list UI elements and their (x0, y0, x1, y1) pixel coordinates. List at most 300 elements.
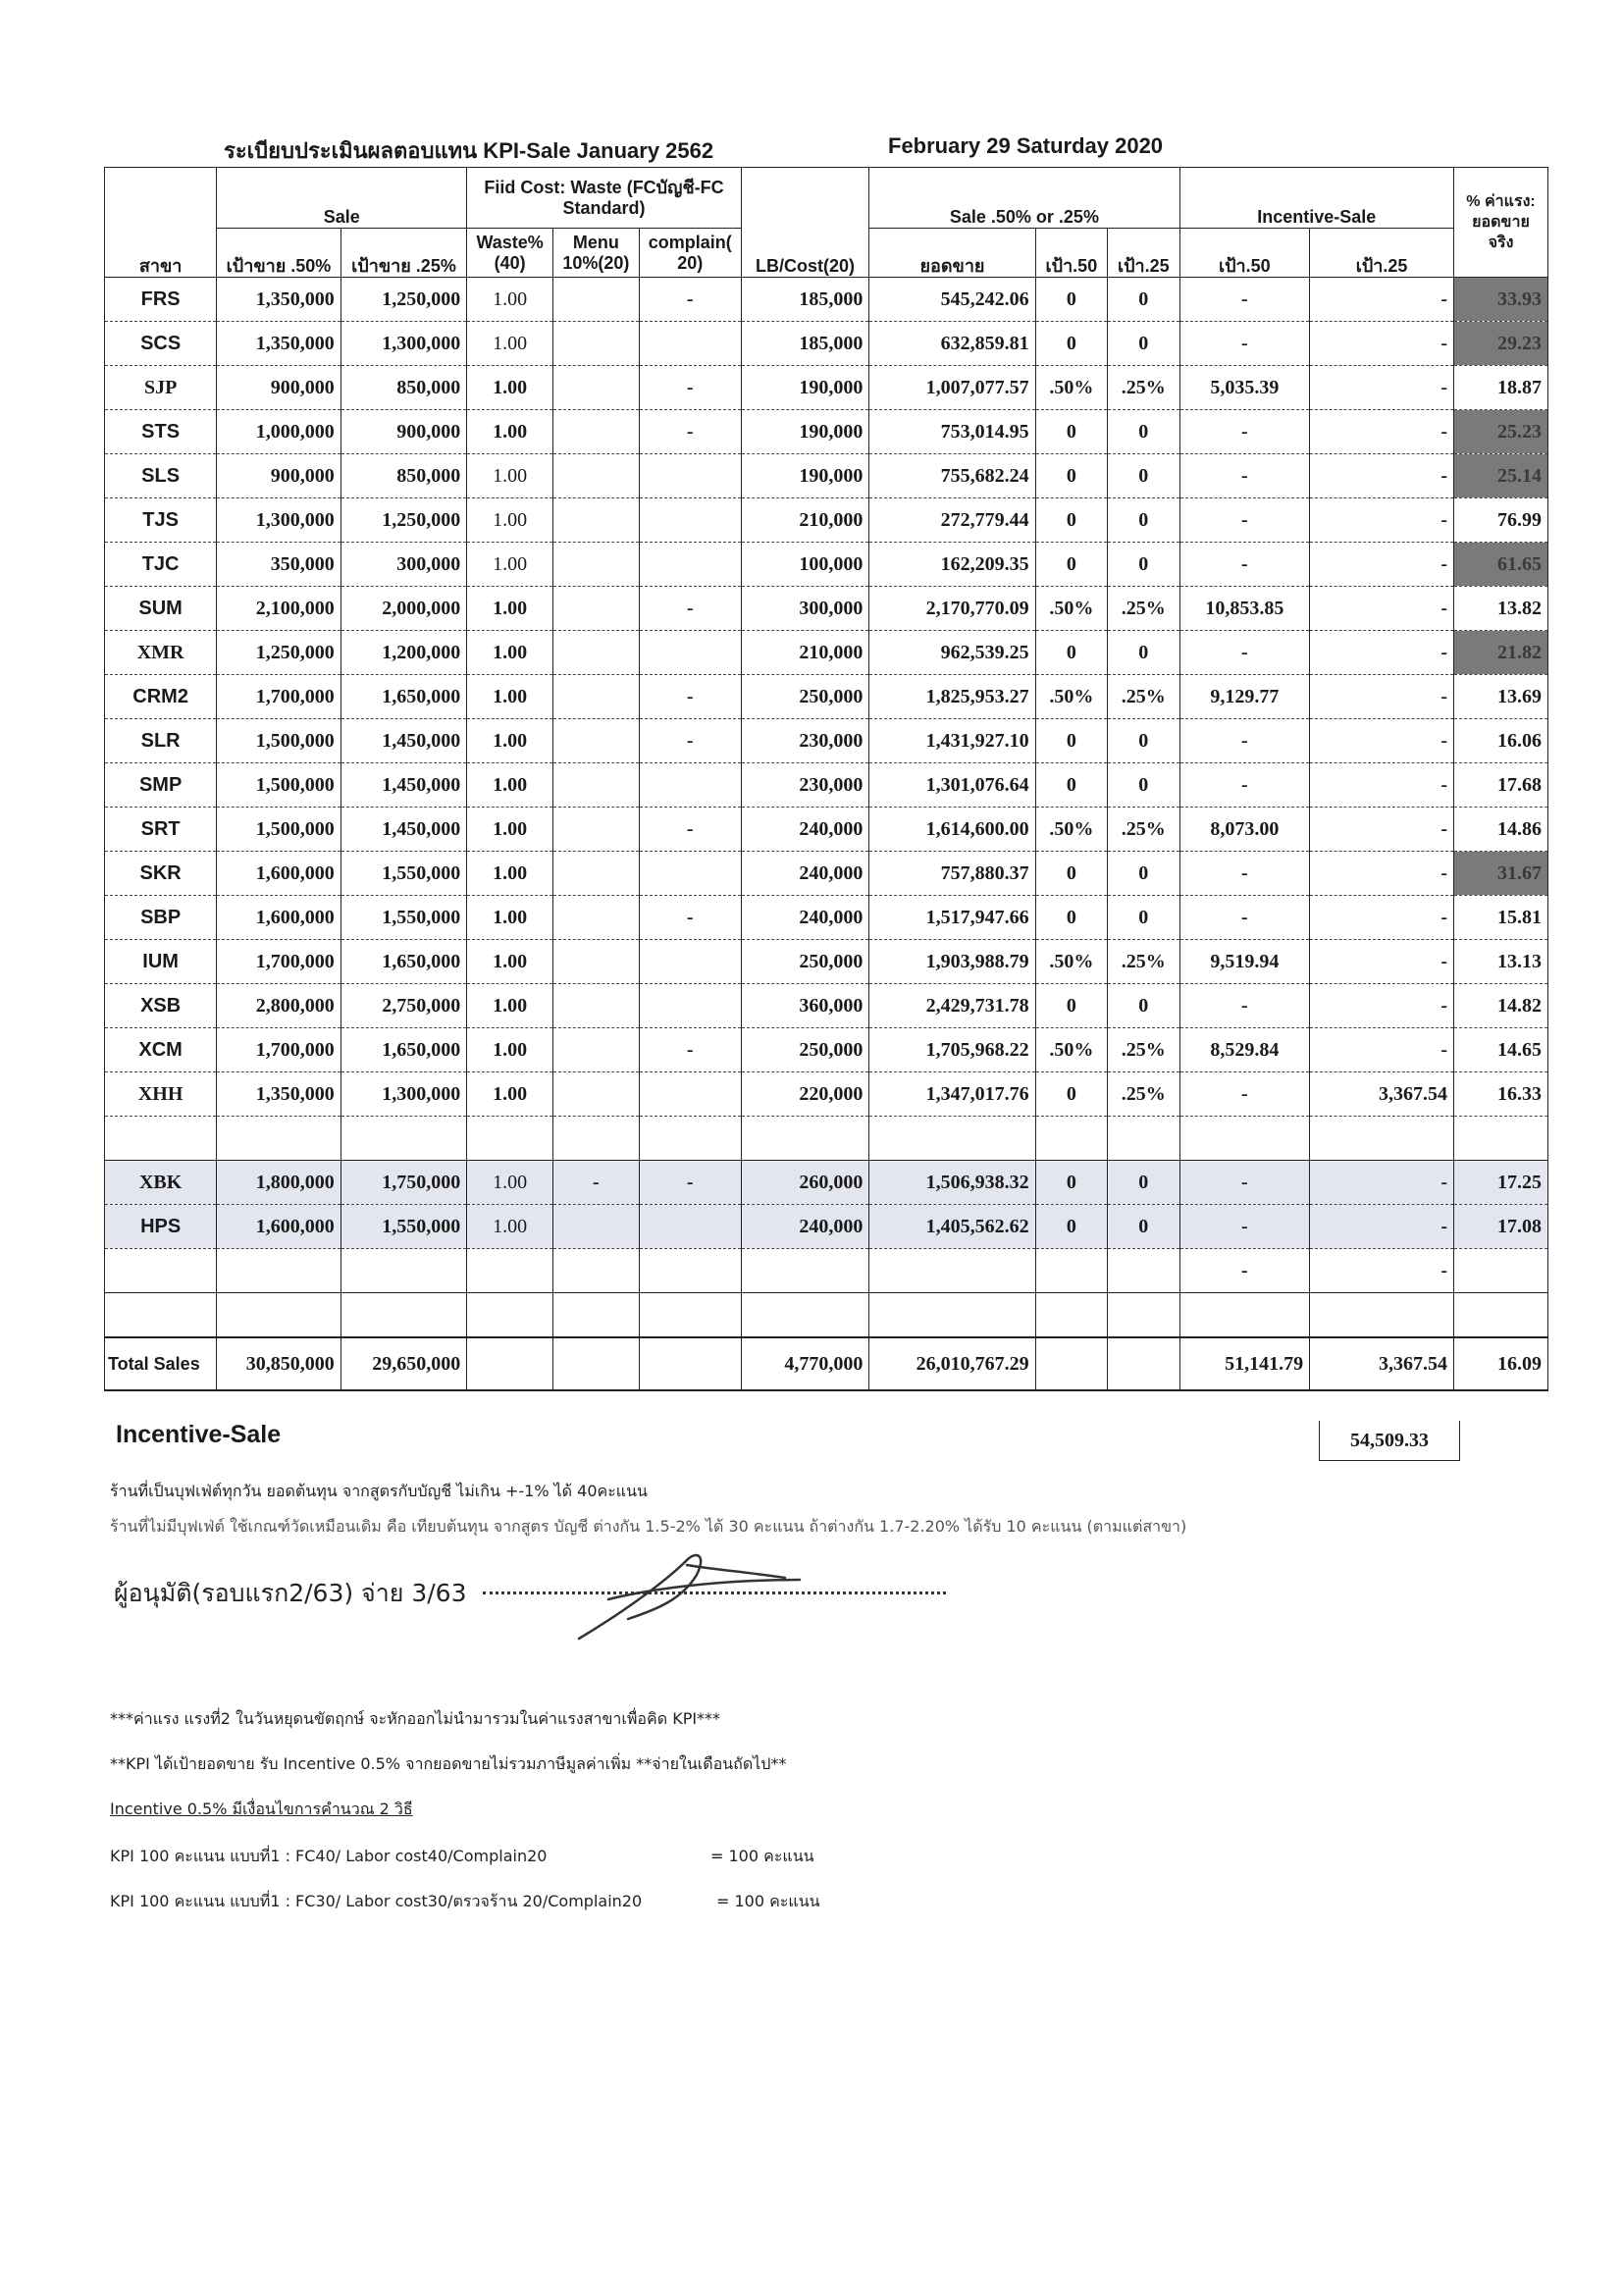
target25-cell (340, 1117, 467, 1161)
table-row (105, 1028, 1548, 1072)
pct25-cell: 0 (1108, 498, 1179, 543)
labor-pct-cell: 18.87 (1454, 366, 1548, 410)
incentive50-cell: - (1179, 719, 1310, 763)
complain-cell (639, 631, 741, 675)
lb-cost-cell: 190,000 (741, 410, 869, 454)
branch-cell: FRS (105, 278, 217, 322)
sales-cell: 272,779.44 (869, 498, 1035, 543)
menu-cell (552, 763, 639, 808)
incentive-total: 54,509.33 (1319, 1421, 1460, 1461)
target50-cell (217, 1117, 340, 1161)
total-p50 (1035, 1337, 1107, 1390)
sales-cell (869, 1249, 1035, 1293)
pct50-cell (1035, 1249, 1107, 1293)
approval-label: ผู้อนุมัติ(รอบแรก2/63) จ่าย 3/63 (114, 1579, 467, 1607)
pct50-cell: .50% (1035, 587, 1107, 631)
incentive-title: Incentive-Sale (116, 1421, 282, 1448)
waste-cell: 1.00 (467, 366, 553, 410)
waste-cell: 1.00 (467, 543, 553, 587)
table-row (105, 940, 1548, 984)
lb-cost-cell: 230,000 (741, 763, 869, 808)
table-row (105, 719, 1548, 763)
labor-pct-cell: 13.82 (1454, 587, 1548, 631)
lb-cost-cell: 230,000 (741, 719, 869, 763)
labor-pct-cell: 21.82 (1454, 631, 1548, 675)
table-row (105, 763, 1548, 808)
pct50-cell: 0 (1035, 322, 1107, 366)
header-i25: เป้า.25 (1310, 229, 1454, 278)
table-row (105, 322, 1548, 366)
branch-cell (105, 1249, 217, 1293)
incentive50-cell: 5,035.39 (1179, 366, 1310, 410)
waste-cell: 1.00 (467, 896, 553, 940)
total-i50: 51,141.79 (1179, 1337, 1310, 1390)
waste-cell: 1.00 (467, 1072, 553, 1117)
incentive50-cell: - (1179, 896, 1310, 940)
branch-cell: SRT (105, 808, 217, 852)
menu-cell (552, 1293, 639, 1338)
incentive25-cell: - (1310, 984, 1454, 1028)
target50-cell: 1,350,000 (217, 278, 340, 322)
total-i25: 3,367.54 (1310, 1337, 1454, 1390)
lb-cost-cell: 185,000 (741, 278, 869, 322)
target25-cell: 1,250,000 (340, 278, 467, 322)
menu-cell (552, 322, 639, 366)
labor-pct-cell: 76.99 (1454, 498, 1548, 543)
header-sale-pct: Sale .50% or .25% (869, 168, 1179, 229)
waste-cell: 1.00 (467, 410, 553, 454)
pct50-cell: 0 (1035, 631, 1107, 675)
labor-pct-cell: 61.65 (1454, 543, 1548, 587)
sales-cell: 1,705,968.22 (869, 1028, 1035, 1072)
incentive50-cell: - (1179, 1161, 1310, 1205)
branch-cell (105, 1117, 217, 1161)
pct50-cell: 0 (1035, 410, 1107, 454)
menu-cell (552, 498, 639, 543)
target50-cell: 1,600,000 (217, 896, 340, 940)
complain-cell (639, 1117, 741, 1161)
incentive25-cell: - (1310, 1028, 1454, 1072)
complain-cell: - (639, 719, 741, 763)
branch-cell: SLS (105, 454, 217, 498)
complain-cell (639, 852, 741, 896)
pct25-cell: .25% (1108, 808, 1179, 852)
target25-cell: 1,450,000 (340, 719, 467, 763)
incentive50-cell: 9,129.77 (1179, 675, 1310, 719)
incentive25-cell: - (1310, 852, 1454, 896)
menu-cell (552, 587, 639, 631)
labor-pct-cell: 15.81 (1454, 896, 1548, 940)
lb-cost-cell: 210,000 (741, 631, 869, 675)
incentive25-cell: - (1310, 1205, 1454, 1249)
footer-kpi-note: **KPI ได้เป้ายอดขาย รับ Incentive 0.5% จากยอดขายไม่รวมภาษีมูลค่าเพิ่ม **จ่ายในเดือนถัดไป** (110, 1754, 787, 1773)
table-row (105, 1161, 1548, 1205)
complain-cell: - (639, 587, 741, 631)
footer-kpi-method-1-total: = 100 คะแนน (710, 1847, 814, 1865)
labor-pct-cell: 16.06 (1454, 719, 1548, 763)
waste-cell: 1.00 (467, 1028, 553, 1072)
labor-pct-cell: 14.86 (1454, 808, 1548, 852)
pct25-cell: 0 (1108, 322, 1179, 366)
lb-cost-cell: 190,000 (741, 366, 869, 410)
branch-cell: TJS (105, 498, 217, 543)
pct25-cell: 0 (1108, 984, 1179, 1028)
pct50-cell: .50% (1035, 940, 1107, 984)
header-branch-spacer (105, 168, 217, 229)
sales-cell: 2,429,731.78 (869, 984, 1035, 1028)
branch-cell: XMR (105, 631, 217, 675)
menu-cell (552, 675, 639, 719)
sales-cell: 1,903,988.79 (869, 940, 1035, 984)
target50-cell: 1,250,000 (217, 631, 340, 675)
complain-cell (639, 984, 741, 1028)
target25-cell: 850,000 (340, 366, 467, 410)
table-row (105, 454, 1548, 498)
kpi-table (104, 167, 1548, 1391)
incentive50-cell: 8,073.00 (1179, 808, 1310, 852)
target50-cell: 900,000 (217, 454, 340, 498)
menu-cell (552, 896, 639, 940)
sales-cell: 1,431,927.10 (869, 719, 1035, 763)
lb-cost-cell (741, 1293, 869, 1338)
lb-cost-cell: 210,000 (741, 498, 869, 543)
branch-cell: IUM (105, 940, 217, 984)
footer-kpi-method-1: KPI 100 คะแนน แบบที่1 : FC40/ Labor cost40/Complain20 (110, 1847, 548, 1865)
target25-cell (340, 1249, 467, 1293)
header-complain: complain( 20) (639, 229, 741, 278)
labor-pct-cell (1454, 1293, 1548, 1338)
incentive50-cell: - (1179, 410, 1310, 454)
incentive50-cell: 9,519.94 (1179, 940, 1310, 984)
note-non-buffet: ร้านที่ไม่มีบุฟเฟ่ต์ ใช้เกณฑ์วัดเหมือนเดิม คือ เทียบต้นทุน จากสูตร บัญชี ต่างกัน 1.5-2% ได้ 30 คะแนน ถ้าต่างกัน 1.7-2.20% ได้รับ 10 คะแนน (ตามแต่สาขา) (110, 1517, 1187, 1536)
pct25-cell: .25% (1108, 675, 1179, 719)
lb-cost-cell: 185,000 (741, 322, 869, 366)
incentive50-cell: - (1179, 498, 1310, 543)
branch-cell: TJC (105, 543, 217, 587)
pct50-cell: 0 (1035, 498, 1107, 543)
pct25-cell: 0 (1108, 410, 1179, 454)
total-menu (552, 1337, 639, 1390)
lb-cost-cell (741, 1249, 869, 1293)
table-row-blank (105, 1249, 1548, 1293)
labor-pct-cell (1454, 1249, 1548, 1293)
lb-cost-cell: 300,000 (741, 587, 869, 631)
footer-labor-note: ***ค่าแรง แรงที่2 ในวันหยุดนขัตฤกษ์ จะหักออกไม่นำมารวมในค่าแรงสาขาเพื่อคิด KPI*** (110, 1709, 721, 1728)
pct25-cell: 0 (1108, 1161, 1179, 1205)
labor-pct-cell: 13.13 (1454, 940, 1548, 984)
complain-cell (639, 454, 741, 498)
branch-cell: XCM (105, 1028, 217, 1072)
lb-cost-cell: 240,000 (741, 808, 869, 852)
complain-cell: - (639, 1161, 741, 1205)
waste-cell: 1.00 (467, 675, 553, 719)
pct25-cell: 0 (1108, 763, 1179, 808)
incentive50-cell: - (1179, 454, 1310, 498)
pct25-cell: 0 (1108, 454, 1179, 498)
target25-cell: 2,750,000 (340, 984, 467, 1028)
pct25-cell: 0 (1108, 896, 1179, 940)
target25-cell: 1,450,000 (340, 808, 467, 852)
target25-cell: 300,000 (340, 543, 467, 587)
labor-pct-cell (1454, 1117, 1548, 1161)
complain-cell (639, 940, 741, 984)
branch-cell: XHH (105, 1072, 217, 1117)
branch-cell: SJP (105, 366, 217, 410)
waste-cell: 1.00 (467, 940, 553, 984)
branch-cell: SMP (105, 763, 217, 808)
complain-cell: - (639, 808, 741, 852)
pct50-cell: 0 (1035, 1205, 1107, 1249)
report-title: ระเบียบประเมินผลตอบแทน KPI-Sale January 2562 (224, 138, 714, 163)
branch-cell: CRM2 (105, 675, 217, 719)
menu-cell (552, 631, 639, 675)
footer-kpi-method-2-total: = 100 คะแนน (716, 1892, 820, 1910)
labor-pct-cell: 13.69 (1454, 675, 1548, 719)
pct50-cell: 0 (1035, 1161, 1107, 1205)
pct50-cell: .50% (1035, 808, 1107, 852)
footer-kpi-method-2: KPI 100 คะแนน แบบที่1 : FC30/ Labor cost30/ตรวจร้าน 20/Complain20 (110, 1892, 643, 1910)
header-labor: % ค่าแรง: ยอดขายจริง (1454, 168, 1548, 278)
complain-cell (639, 1249, 741, 1293)
incentive50-cell: - (1179, 278, 1310, 322)
labor-pct-cell: 14.65 (1454, 1028, 1548, 1072)
menu-cell (552, 1249, 639, 1293)
waste-cell: 1.00 (467, 631, 553, 675)
header-p50: เป้า.50 (1035, 229, 1107, 278)
incentive25-cell: - (1310, 543, 1454, 587)
target50-cell (217, 1293, 340, 1338)
target25-cell: 1,200,000 (340, 631, 467, 675)
target50-cell: 1,350,000 (217, 1072, 340, 1117)
lb-cost-cell: 260,000 (741, 1161, 869, 1205)
complain-cell: - (639, 410, 741, 454)
labor-pct-cell: 25.14 (1454, 454, 1548, 498)
pct25-cell: .25% (1108, 366, 1179, 410)
branch-cell: XSB (105, 984, 217, 1028)
branch-cell: HPS (105, 1205, 217, 1249)
sales-cell: 1,517,947.66 (869, 896, 1035, 940)
target50-cell: 1,300,000 (217, 498, 340, 543)
lb-cost-cell: 240,000 (741, 896, 869, 940)
incentive25-cell: - (1310, 587, 1454, 631)
incentive25-cell: - (1310, 940, 1454, 984)
header-branch: สาขา (105, 229, 217, 278)
footer-incentive-method: Incentive 0.5% มีเงื่อนไขการคำนวณ 2 วิธี (110, 1800, 413, 1818)
complain-cell: - (639, 896, 741, 940)
target25-cell: 1,300,000 (340, 1072, 467, 1117)
target50-cell: 1,800,000 (217, 1161, 340, 1205)
table-row (105, 675, 1548, 719)
target25-cell: 2,000,000 (340, 587, 467, 631)
incentive25-cell: - (1310, 763, 1454, 808)
target25-cell: 1,650,000 (340, 675, 467, 719)
incentive25-cell (1310, 1293, 1454, 1338)
pct25-cell (1108, 1117, 1179, 1161)
table-row (105, 852, 1548, 896)
pct25-cell: 0 (1108, 278, 1179, 322)
waste-cell: 1.00 (467, 278, 553, 322)
pct25-cell: 0 (1108, 631, 1179, 675)
target25-cell: 850,000 (340, 454, 467, 498)
lb-cost-cell: 190,000 (741, 454, 869, 498)
incentive50-cell: - (1179, 1072, 1310, 1117)
total-waste (467, 1337, 553, 1390)
sales-cell: 755,682.24 (869, 454, 1035, 498)
kpi-table-body (105, 278, 1548, 1338)
signature-mark (569, 1540, 805, 1658)
target25-cell: 1,300,000 (340, 322, 467, 366)
labor-pct-cell: 14.82 (1454, 984, 1548, 1028)
labor-pct-cell: 25.23 (1454, 410, 1548, 454)
target50-cell: 1,700,000 (217, 675, 340, 719)
table-row (105, 278, 1548, 322)
target50-cell: 900,000 (217, 366, 340, 410)
pct50-cell: 0 (1035, 278, 1107, 322)
target50-cell: 1,500,000 (217, 719, 340, 763)
header-p25: เป้า.25 (1108, 229, 1179, 278)
table-row (105, 587, 1548, 631)
total-target50: 30,850,000 (217, 1337, 340, 1390)
header-menu: Menu 10%(20) (552, 229, 639, 278)
labor-pct-cell: 16.33 (1454, 1072, 1548, 1117)
pct50-cell (1035, 1293, 1107, 1338)
table-row (105, 410, 1548, 454)
branch-cell: SUM (105, 587, 217, 631)
incentive25-cell: - (1310, 1249, 1454, 1293)
menu-cell (552, 278, 639, 322)
menu-cell (552, 852, 639, 896)
table-row (105, 896, 1548, 940)
pct25-cell: 0 (1108, 852, 1179, 896)
incentive25-cell: - (1310, 719, 1454, 763)
branch-cell: STS (105, 410, 217, 454)
pct25-cell: 0 (1108, 1205, 1179, 1249)
labor-pct-cell: 17.68 (1454, 763, 1548, 808)
branch-cell: SKR (105, 852, 217, 896)
branch-cell: SLR (105, 719, 217, 763)
sales-cell: 1,007,077.57 (869, 366, 1035, 410)
pct25-cell: .25% (1108, 1028, 1179, 1072)
labor-pct-cell: 31.67 (1454, 852, 1548, 896)
total-complain (639, 1337, 741, 1390)
header-incentive: Incentive-Sale (1179, 168, 1454, 229)
target25-cell: 1,750,000 (340, 1161, 467, 1205)
report-date: February 29 Saturday 2020 (888, 133, 1164, 158)
pct25-cell: .25% (1108, 587, 1179, 631)
incentive50-cell: - (1179, 763, 1310, 808)
header-lb: LB/Cost(20) (741, 229, 869, 278)
header-sales: ยอดขาย (869, 229, 1035, 278)
labor-pct-cell: 17.25 (1454, 1161, 1548, 1205)
pct50-cell: 0 (1035, 896, 1107, 940)
menu-cell (552, 808, 639, 852)
header-target25: เป้าขาย .25% (340, 229, 467, 278)
pct50-cell: 0 (1035, 852, 1107, 896)
menu-cell (552, 940, 639, 984)
target50-cell: 2,800,000 (217, 984, 340, 1028)
header-i50: เป้า.50 (1179, 229, 1310, 278)
incentive25-cell: - (1310, 896, 1454, 940)
pct50-cell (1035, 1117, 1107, 1161)
menu-cell (552, 366, 639, 410)
incentive50-cell: - (1179, 852, 1310, 896)
total-row (105, 1337, 1548, 1390)
total-label: Total Sales (105, 1337, 217, 1390)
sales-cell: 753,014.95 (869, 410, 1035, 454)
incentive25-cell: - (1310, 454, 1454, 498)
incentive25-cell: - (1310, 808, 1454, 852)
table-row (105, 631, 1548, 675)
lb-cost-cell: 100,000 (741, 543, 869, 587)
target25-cell: 1,650,000 (340, 1028, 467, 1072)
branch-cell: SCS (105, 322, 217, 366)
pct50-cell: .50% (1035, 1028, 1107, 1072)
branch-cell: SBP (105, 896, 217, 940)
sales-cell (869, 1293, 1035, 1338)
target50-cell (217, 1249, 340, 1293)
pct25-cell: 0 (1108, 543, 1179, 587)
incentive50-cell: - (1179, 984, 1310, 1028)
labor-pct-cell: 29.23 (1454, 322, 1548, 366)
target50-cell: 1,500,000 (217, 763, 340, 808)
pct25-cell: 0 (1108, 719, 1179, 763)
menu-cell (552, 1117, 639, 1161)
header-sale: Sale (217, 168, 467, 229)
menu-cell (552, 1072, 639, 1117)
waste-cell: 1.00 (467, 1205, 553, 1249)
incentive25-cell: - (1310, 675, 1454, 719)
menu-cell (552, 719, 639, 763)
complain-cell (639, 1293, 741, 1338)
note-buffet: ร้านที่เป็นบุฟเฟ่ต์ทุกวัน ยอดต้นทุน จากสูตรกับบัญชี ไม่เกิน +-1% ได้ 40คะแนน (110, 1482, 648, 1500)
waste-cell: 1.00 (467, 454, 553, 498)
sales-cell: 545,242.06 (869, 278, 1035, 322)
pct25-cell: .25% (1108, 1072, 1179, 1117)
incentive50-cell: 8,529.84 (1179, 1028, 1310, 1072)
labor-pct-cell: 17.08 (1454, 1205, 1548, 1249)
target50-cell: 350,000 (217, 543, 340, 587)
incentive25-cell (1310, 1117, 1454, 1161)
complain-cell (639, 1072, 741, 1117)
incentive50-cell: 10,853.85 (1179, 587, 1310, 631)
header-fc: Fiid Cost: Waste (FCบัญชี-FC Standard) (467, 168, 741, 229)
sales-cell: 1,347,017.76 (869, 1072, 1035, 1117)
target50-cell: 2,100,000 (217, 587, 340, 631)
complain-cell: - (639, 675, 741, 719)
lb-cost-cell: 250,000 (741, 675, 869, 719)
table-row (105, 808, 1548, 852)
waste-cell: 1.00 (467, 719, 553, 763)
sales-cell: 1,405,562.62 (869, 1205, 1035, 1249)
pct50-cell: 0 (1035, 454, 1107, 498)
lb-cost-cell: 250,000 (741, 1028, 869, 1072)
sales-cell: 1,506,938.32 (869, 1161, 1035, 1205)
branch-cell: XBK (105, 1161, 217, 1205)
lb-cost-cell: 240,000 (741, 1205, 869, 1249)
target50-cell: 1,700,000 (217, 1028, 340, 1072)
lb-cost-cell: 360,000 (741, 984, 869, 1028)
incentive50-cell (1179, 1293, 1310, 1338)
lb-cost-cell (741, 1117, 869, 1161)
sales-cell: 757,880.37 (869, 852, 1035, 896)
pct50-cell: 0 (1035, 719, 1107, 763)
pct50-cell: .50% (1035, 366, 1107, 410)
total-p25 (1108, 1337, 1179, 1390)
complain-cell (639, 498, 741, 543)
target50-cell: 1,600,000 (217, 1205, 340, 1249)
complain-cell (639, 763, 741, 808)
lb-cost-cell: 220,000 (741, 1072, 869, 1117)
